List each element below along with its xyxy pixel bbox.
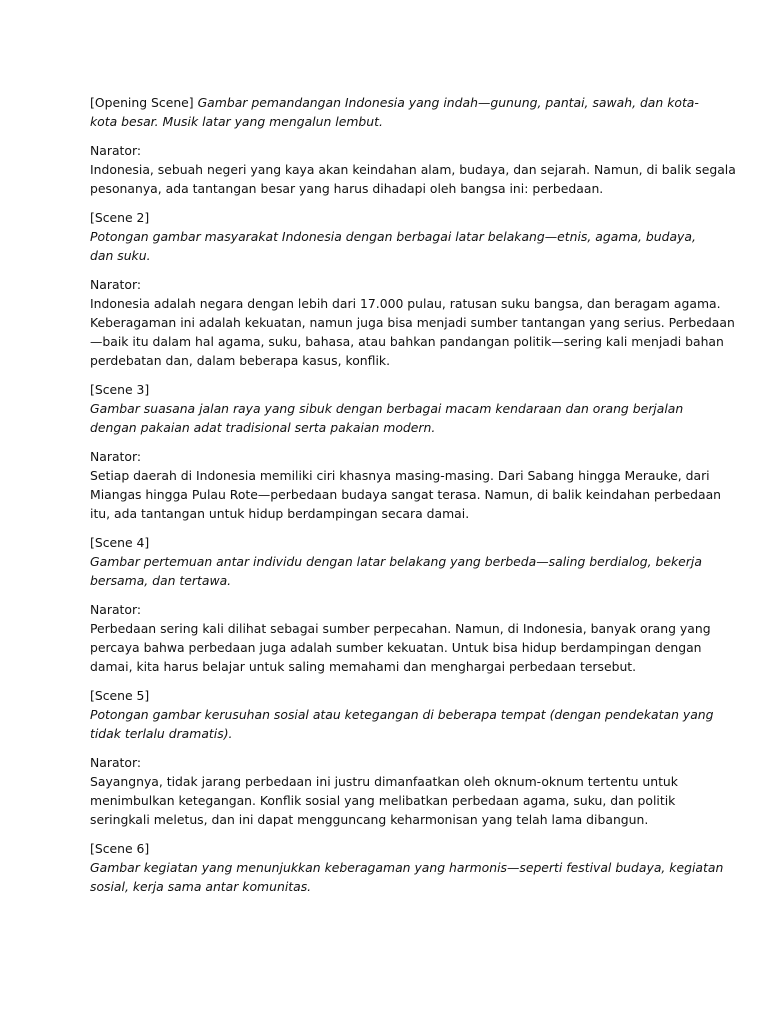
italic-text-segment: Potongan gambar masyarakat Indonesia dengan berbagai latar belakang—etnis, agama, budaya, bbox=[90, 229, 696, 244]
text-line bbox=[90, 93, 699, 112]
text-line bbox=[90, 753, 680, 772]
text-segment: menimbulkan ketegangan. Konflik sosial yang melibatkan perbedaan agama, suku, dan politik bbox=[90, 793, 676, 808]
italic-text-segment: Potongan gambar kerusuhan sosial atau ketegangan di beberapa tempat (dengan pendekatan yang bbox=[90, 707, 714, 722]
text-line bbox=[90, 399, 684, 418]
italic-text-segment: Gambar pertemuan antar individu dengan latar belakang yang berbeda—saling berdialog, bekerja bbox=[90, 554, 702, 569]
paragraph-block bbox=[90, 93, 699, 131]
text-segment: [Scene 4] bbox=[90, 535, 150, 550]
text-line bbox=[90, 227, 696, 246]
text-line bbox=[90, 571, 680, 590]
paragraph-block bbox=[90, 839, 724, 896]
text-segment: [Scene 5] bbox=[90, 688, 150, 703]
text-segment: Narator: bbox=[90, 277, 142, 292]
text-line bbox=[90, 246, 680, 265]
text-segment: itu, ada tantangan untuk hidup berdampingan secara damai. bbox=[90, 506, 470, 521]
text-line bbox=[90, 533, 680, 552]
text-line bbox=[90, 485, 722, 504]
text-segment: [Scene 6] bbox=[90, 841, 150, 856]
document-body bbox=[90, 93, 736, 906]
text-line bbox=[90, 619, 711, 638]
text-line bbox=[90, 208, 680, 227]
text-segment: Narator: bbox=[90, 143, 142, 158]
text-segment: percaya bahwa perbedaan juga adalah sumber kekuatan. Untuk bisa hidup berdampingan dengan bbox=[90, 640, 702, 655]
text-line bbox=[90, 810, 680, 829]
italic-text-segment: Gambar suasana jalan raya yang sibuk dengan berbagai macam kendaraan dan orang berjalan bbox=[90, 401, 684, 416]
italic-text-segment: Gambar pemandangan Indonesia yang indah—gunung, pantai, sawah, dan kota- bbox=[197, 95, 699, 110]
text-segment: Sayangnya, tidak jarang perbedaan ini justru dimanfaatkan oleh oknum-oknum tertentu untuk bbox=[90, 774, 678, 789]
text-line bbox=[90, 418, 680, 437]
text-segment: Narator: bbox=[90, 755, 142, 770]
text-line bbox=[90, 160, 736, 179]
paragraph-block bbox=[90, 600, 711, 676]
italic-text-segment: kota besar. Musik latar yang mengalun lembut. bbox=[90, 114, 383, 129]
text-segment: damai, kita harus belajar untuk saling memahami dan menghargai perbedaan tersebut. bbox=[90, 659, 637, 674]
text-line bbox=[90, 552, 702, 571]
text-line bbox=[90, 791, 680, 810]
text-line bbox=[90, 657, 680, 676]
text-segment: Indonesia, sebuah negeri yang kaya akan keindahan alam, budaya, dan sejarah. Namun, di balik segala bbox=[90, 162, 736, 177]
text-line bbox=[90, 447, 680, 466]
text-line bbox=[90, 179, 680, 198]
italic-text-segment: Gambar kegiatan yang menunjukkan keberagaman yang harmonis—seperti festival budaya, kegiatan bbox=[90, 860, 724, 875]
text-segment: perdebatan dan, dalam beberapa kasus, konflik. bbox=[90, 353, 391, 368]
italic-text-segment: sosial, kerja sama antar komunitas. bbox=[90, 879, 312, 894]
text-line bbox=[90, 141, 680, 160]
text-line bbox=[90, 705, 714, 724]
text-segment: Miangas hingga Pulau Rote—perbedaan budaya sangat terasa. Namun, di balik keindahan perbedaan bbox=[90, 487, 722, 502]
paragraph-block bbox=[90, 533, 702, 590]
text-segment: [Scene 2] bbox=[90, 210, 150, 225]
text-line bbox=[90, 772, 680, 791]
paragraph-block bbox=[90, 753, 680, 829]
paragraph-block bbox=[90, 208, 696, 265]
paragraph-block bbox=[90, 275, 735, 370]
text-segment: Narator: bbox=[90, 449, 142, 464]
text-segment: seringkali meletus, dan ini dapat mengguncang keharmonisan yang telah lama dibangun. bbox=[90, 812, 649, 827]
text-segment: pesonanya, ada tantangan besar yang harus dihadapi oleh bangsa ini: perbedaan. bbox=[90, 181, 604, 196]
text-line bbox=[90, 313, 735, 332]
text-line bbox=[90, 294, 721, 313]
text-line bbox=[90, 332, 724, 351]
text-line bbox=[90, 600, 680, 619]
text-line bbox=[90, 858, 724, 877]
text-line bbox=[90, 839, 680, 858]
paragraph-block bbox=[90, 380, 684, 437]
text-segment: —baik itu dalam hal agama, suku, bahasa, atau bahkan pandangan politik—sering kali menjadi bahan bbox=[90, 334, 724, 349]
text-line bbox=[90, 724, 680, 743]
italic-text-segment: bersama, dan tertawa. bbox=[90, 573, 232, 588]
italic-text-segment: dengan pakaian adat tradisional serta pakaian modern. bbox=[90, 420, 436, 435]
text-segment: Narator: bbox=[90, 602, 142, 617]
text-line bbox=[90, 638, 702, 657]
paragraph-block bbox=[90, 447, 722, 523]
paragraph-block bbox=[90, 686, 714, 743]
text-segment: Indonesia adalah negara dengan lebih dari 17.000 pulau, ratusan suku bangsa, dan beragam agama. bbox=[90, 296, 721, 311]
text-line bbox=[90, 877, 680, 896]
text-segment: Perbedaan sering kali dilihat sebagai sumber perpecahan. Namun, di Indonesia, banyak orang yang bbox=[90, 621, 711, 636]
text-line bbox=[90, 686, 680, 705]
italic-text-segment: tidak terlalu dramatis). bbox=[90, 726, 233, 741]
text-line bbox=[90, 380, 680, 399]
text-segment: Keberagaman ini adalah kekuatan, namun juga bisa menjadi sumber tantangan yang serius. Perbedaan bbox=[90, 315, 735, 330]
text-line bbox=[90, 466, 710, 485]
text-line bbox=[90, 275, 680, 294]
text-segment: [Scene 3] bbox=[90, 382, 150, 397]
text-segment: [Opening Scene] bbox=[90, 95, 198, 110]
text-line bbox=[90, 112, 680, 131]
text-segment: Setiap daerah di Indonesia memiliki ciri khasnya masing-masing. Dari Sabang hingga Merauke, dari bbox=[90, 468, 710, 483]
text-line bbox=[90, 504, 680, 523]
paragraph-block bbox=[90, 141, 736, 198]
italic-text-segment: dan suku. bbox=[90, 248, 151, 263]
text-line bbox=[90, 351, 680, 370]
